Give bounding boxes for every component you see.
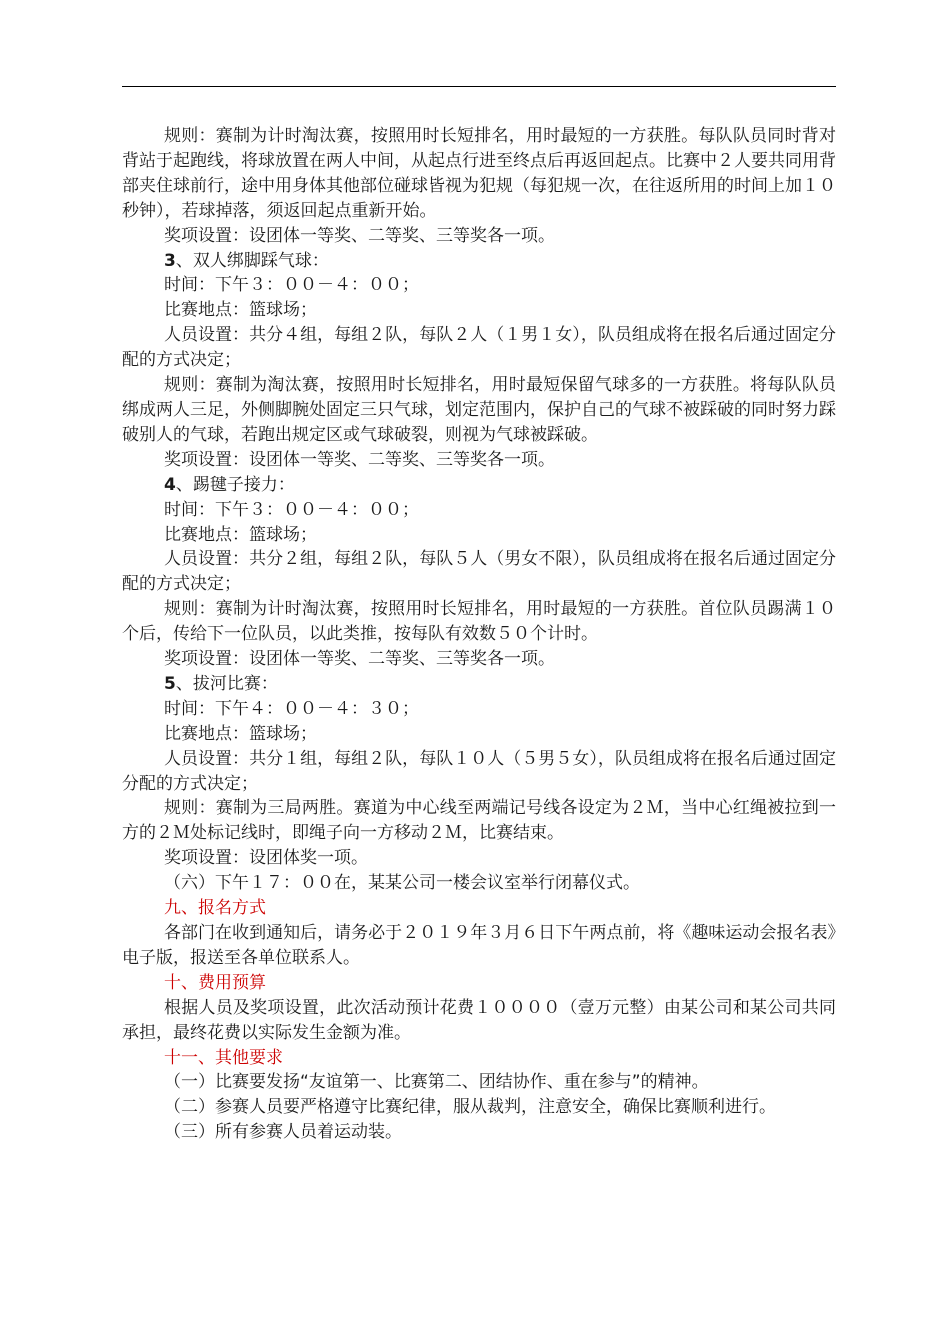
paragraph-text: 比赛地点：篮球场； — [164, 723, 317, 744]
item-heading — [122, 672, 836, 697]
paragraph — [122, 373, 836, 448]
paragraph — [122, 224, 836, 249]
paragraph — [122, 846, 836, 871]
paragraph-text: 人员设置：共分２组，每组２队，每队５人（男女不限），队员组成将在报名后通过固定分配的方式决定； — [122, 549, 836, 595]
paragraph — [122, 697, 836, 722]
paragraph — [122, 871, 836, 896]
paragraph-text: 十一、其他要求 — [164, 1047, 283, 1068]
paragraph — [122, 298, 836, 323]
paragraph-text: （二）参赛人员要严格遵守比赛纪律，服从裁判，注意安全，确保比赛顺利进行。 — [164, 1097, 776, 1118]
paragraph-text: 时间：下午３：００－４：００； — [164, 499, 419, 520]
paragraph-text: 各部门在收到通知后，请务必于２０１９年３月６日下午两点前，将《趣味运动会报名表》电子版，报送至各单位联系人。 — [122, 923, 836, 968]
paragraph-text: 根据人员及奖项设置，此次活动预计花费１００００（壹万元整）由某公司和某公司共同承担，最终花费以实际发生金额为准。 — [122, 997, 836, 1043]
paragraph — [122, 1070, 836, 1095]
paragraph — [122, 722, 836, 747]
paragraph — [122, 448, 836, 473]
paragraph — [122, 597, 836, 647]
paragraph — [122, 273, 836, 298]
paragraph-text: 奖项设置：设团体奖一项。 — [164, 848, 368, 869]
paragraph-text: 九、报名方式 — [164, 898, 266, 919]
paragraph — [122, 1120, 836, 1145]
paragraph-text: 奖项设置：设团体一等奖、二等奖、三等奖各一项。 — [164, 649, 555, 670]
paragraph-text: （一）比赛要发扬“友谊第一、比赛第二、团结协作、重在参与”的精神。 — [164, 1072, 709, 1093]
section-heading — [122, 971, 836, 996]
section-heading — [122, 1046, 836, 1071]
paragraph — [122, 647, 836, 672]
paragraph-text: 奖项设置：设团体一等奖、二等奖、三等奖各一项。 — [164, 449, 555, 470]
paragraph — [122, 747, 836, 797]
paragraph-text: （六）下午１７：００在，某某公司一楼会议室举行闭幕仪式。 — [164, 873, 640, 894]
paragraph-text: 规则：赛制为三局两胜。赛道为中心线至两端记号线各设定为２Ｍ，当中心红绳被拉到一方的２Ｍ处标记线时，即绳子向一方移动２Ｍ，比赛结束。 — [122, 798, 836, 844]
paragraph-text: 比赛地点：篮球场； — [164, 300, 317, 321]
paragraph — [122, 323, 836, 373]
item-number: 5 — [164, 673, 176, 694]
paragraph-text: 时间：下午４：００－４：３０； — [164, 698, 419, 719]
item-number: 3 — [164, 250, 176, 271]
section-heading — [122, 896, 836, 921]
paragraph — [122, 996, 836, 1046]
item-heading — [122, 249, 836, 274]
paragraph-text: 时间：下午３：００－４：００； — [164, 275, 419, 296]
paragraph — [122, 796, 836, 846]
paragraph — [122, 124, 836, 224]
item-heading — [122, 473, 836, 498]
paragraph-text: 人员设置：共分４组，每组２队，每队２人（１男１女），队员组成将在报名后通过固定分配的方式决定； — [122, 325, 836, 371]
paragraph-text: 比赛地点：篮球场； — [164, 524, 317, 545]
paragraph-text: 十、费用预算 — [164, 972, 266, 993]
paragraph-text: 、踢毽子接力： — [175, 474, 295, 495]
paragraph — [122, 547, 836, 597]
paragraph-text: 、拔河比赛： — [175, 673, 278, 694]
paragraph — [122, 921, 836, 971]
paragraph-text: 规则：赛制为计时淘汰赛，按照用时长短排名，用时最短的一方获胜。首位队员踢满１０个后，传给下一位队员，以此类推，按每队有效数５０个计时。 — [122, 599, 836, 645]
item-number: 4 — [164, 474, 176, 495]
paragraph-text: 规则：赛制为淘汰赛，按照用时长短排名，用时最短保留气球多的一方获胜。将每队队员绑成两人三足，外侧脚腕处固定三只气球，划定范围内，保护自己的气球不被踩破的同时努力踩破别人的气球，若跑出规定区或气球破裂，则视为气球被踩破。 — [122, 375, 836, 445]
paragraph — [122, 523, 836, 548]
paragraph — [122, 1095, 836, 1120]
paragraph-text: 人员设置：共分１组，每组２队，每队１０人（５男５女），队员组成将在报名后通过固定分配的方式决定； — [122, 748, 836, 794]
paragraph-text: 规则：赛制为计时淘汰赛，按照用时长短排名，用时最短的一方获胜。每队队员同时背对背站于起跑线，将球放置在两人中间，从起点行进至终点后再返回起点。比赛中２人要共同用背部夹住球前行，途中用身体其他部位碰球皆视为犯规（每犯规一次，在往返所用的时间上加１０秒钟），若球掉落，须返回起点重新开始。 — [122, 126, 836, 221]
paragraph-text: （三）所有参赛人员着运动装。 — [164, 1122, 402, 1143]
header-rule — [122, 86, 836, 87]
paragraph — [122, 498, 836, 523]
paragraph-text: 奖项设置：设团体一等奖、二等奖、三等奖各一项。 — [164, 225, 555, 246]
document-body — [122, 124, 836, 1145]
paragraph-text: 、双人绑脚踩气球： — [175, 250, 329, 271]
